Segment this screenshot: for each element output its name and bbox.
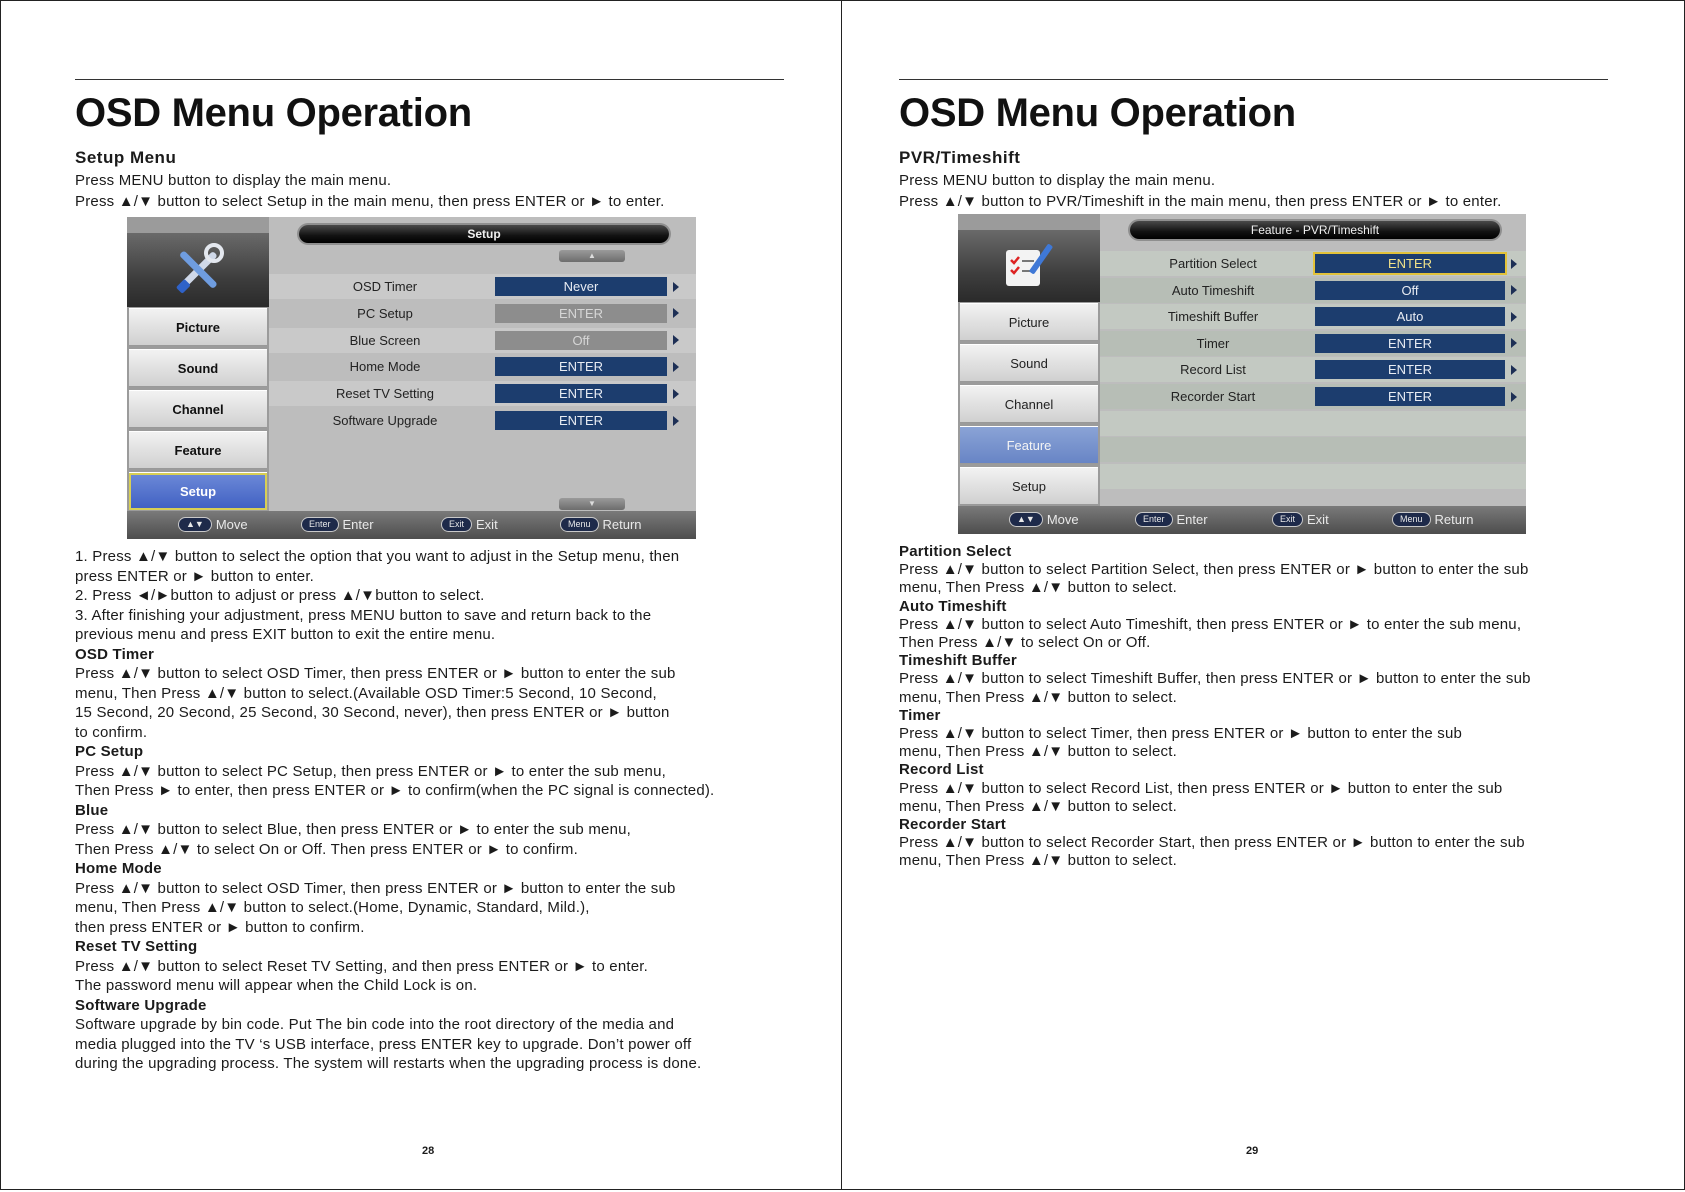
body-line: press ENTER or ► button to enter. [75, 567, 315, 585]
row-value[interactable]: Never [495, 277, 667, 296]
row-label: Timer [1196, 335, 1230, 351]
body-line: Press ▲/▼ button to select Auto Timeshift, then press ENTER or ► to enter the sub menu, [899, 615, 1522, 633]
row-label: Software Upgrade [332, 413, 438, 428]
menu-row-recorder-start[interactable] [1100, 384, 1526, 409]
footer-exit: Exit Exit [442, 517, 498, 532]
arrow-right-icon [1511, 285, 1517, 295]
osd-footer [127, 511, 696, 539]
body-text [75, 547, 795, 1074]
page-number: 29 [1246, 1145, 1259, 1157]
sidebar-item-sound[interactable]: Sound [129, 349, 267, 387]
arrow-right-icon [673, 335, 679, 345]
row-label: OSD Timer [352, 279, 418, 294]
footer-move: ▲▼ Move [179, 517, 248, 532]
row-value[interactable]: Off [1315, 281, 1505, 300]
body-line: Press ▲/▼ button to select OSD Timer, then press ENTER or ► button to enter the sub [75, 665, 676, 682]
row-label: Auto Timeshift [1171, 282, 1255, 298]
move-key-icon: ▲▼ [1010, 513, 1042, 526]
section-heading: Software Upgrade [75, 996, 207, 1014]
row-label: Reset TV Setting [335, 386, 435, 402]
arrow-right-icon [673, 362, 679, 372]
body-line: The password menu will appear when the Child Lock is on. [75, 977, 478, 994]
row-label: Blue Screen [349, 332, 421, 348]
section-heading: Home Mode [75, 860, 162, 877]
body-line: previous menu and press EXIT button to exit the entire menu. [75, 626, 496, 643]
body-line: Press ▲/▼ button to select Timeshift Buffer, then press ENTER or ► button to enter the sub [899, 670, 1531, 688]
footer-exit: Exit Exit [1273, 512, 1329, 527]
row-label: Recorder Start [1170, 389, 1256, 404]
body-line: menu, Then Press ▲/▼ button to select. [899, 797, 1177, 815]
sidebar-item-setup[interactable]: Setup [129, 472, 267, 510]
body-line: menu, Then Press ▲/▼ button to select. [899, 688, 1177, 706]
exit-key-icon: Exit [1273, 513, 1302, 526]
body-line: menu, Then Press ▲/▼ button to select. [899, 579, 1177, 597]
menu-row-home-mode[interactable] [269, 354, 696, 379]
body-line: menu, Then Press ▲/▼ button to select. [899, 852, 1177, 870]
arrow-right-icon [1511, 338, 1517, 348]
setup-osd-screen [127, 217, 696, 539]
menu-row-record-list[interactable] [1100, 357, 1526, 382]
intro-line-1: Press MENU button to display the main menu. [899, 172, 1216, 189]
section-heading: Timer [899, 706, 941, 724]
osd-main-panel [1100, 214, 1526, 506]
body-line: during the upgrading process. The system will restarts when the upgrading process is done. [75, 1055, 702, 1072]
scroll-up-button[interactable]: ▲ [559, 250, 625, 262]
menu-key-icon: Menu [1393, 513, 1430, 526]
body-text [899, 543, 1629, 871]
scroll-down-button[interactable]: ▼ [559, 498, 625, 510]
pvr-osd-screen [958, 214, 1526, 534]
body-line: media plugged into the TV ‘s USB interface, press ENTER key to upgrade. Don’t power off [75, 1035, 692, 1053]
section-heading: Reset TV Setting [75, 938, 198, 955]
body-line: Press ▲/▼ button to select Reset TV Setting, and then press ENTER or ► to enter. [75, 957, 649, 975]
sidebar-item-feature[interactable]: Feature [129, 431, 267, 469]
footer-return: Menu Return [561, 517, 642, 532]
row-value[interactable]: ENTER [495, 304, 667, 323]
row-value[interactable]: ENTER [1315, 334, 1505, 353]
sidebar-item-feature[interactable]: Feature [960, 426, 1098, 464]
arrow-right-icon [1511, 259, 1517, 269]
menu-row-software-upgrade[interactable] [269, 408, 696, 433]
osd-header: Setup [299, 225, 669, 243]
intro-line-2: Press ▲/▼ button to select Setup in the main menu, then press ENTER or ► to enter. [75, 193, 665, 210]
arrow-right-icon [1511, 392, 1517, 402]
exit-key-icon: Exit [442, 518, 471, 531]
page-title: OSD Menu Operation [75, 91, 472, 135]
sidebar-item-setup[interactable]: Setup [960, 467, 1098, 505]
body-line: Press ▲/▼ button to select Blue, then press ENTER or ► to enter the sub menu, [75, 821, 632, 838]
body-line: Then Press ▲/▼ to select On or Off. [899, 634, 1151, 652]
tools-icon [127, 233, 269, 307]
row-value[interactable]: Off [495, 331, 667, 350]
osd-sidebar [958, 214, 1100, 506]
arrow-right-icon [1511, 312, 1517, 322]
body-line: menu, Then Press ▲/▼ button to select.(Available OSD Timer:5 Second, 10 Second, [75, 684, 657, 702]
checklist-icon [958, 230, 1100, 302]
body-line: Press ▲/▼ button to select Record List, then press ENTER or ► button to enter the sub [899, 779, 1503, 797]
footer-move: ▲▼ Move [1010, 512, 1079, 527]
menu-key-icon: Menu [561, 518, 598, 531]
section-title: Setup Menu [75, 148, 177, 167]
section-heading: Recorder Start [899, 816, 1007, 834]
body-line: then press ENTER or ► button to confirm. [75, 918, 365, 936]
row-value[interactable]: Auto [1315, 307, 1505, 326]
body-line: Press ▲/▼ button to select OSD Timer, then press ENTER or ► button to enter the sub [75, 879, 676, 897]
body-line: menu, Then Press ▲/▼ button to select. [899, 743, 1177, 761]
intro-line-2: Press ▲/▼ button to PVR/Timeshift in the main menu, then press ENTER or ► to enter. [899, 193, 1502, 210]
body-line: Press ▲/▼ button to select Timer, then press ENTER or ► button to enter the sub [899, 725, 1463, 743]
row-value[interactable]: ENTER [495, 357, 667, 376]
osd-sidebar [127, 217, 269, 511]
empty-row [1100, 437, 1526, 462]
footer-enter: Enter Enter [1136, 512, 1208, 527]
page-right [842, 0, 1685, 1190]
row-label: Home Mode [349, 359, 421, 375]
arrow-right-icon [673, 389, 679, 399]
body-line: 3. After finishing your adjustment, press MENU button to save and return back to the [75, 606, 652, 624]
menu-row-partition-select[interactable] [1100, 251, 1526, 276]
row-label: PC Setup [357, 305, 413, 321]
footer-enter: Enter Enter [302, 517, 374, 532]
page-title: OSD Menu Operation [899, 91, 1296, 135]
body-line: Press ▲/▼ button to select PC Setup, then press ENTER or ► to enter the sub menu, [75, 762, 667, 780]
menu-row-timeshift-buffer[interactable] [1100, 304, 1526, 329]
arrow-right-icon [673, 282, 679, 292]
row-label: Timeshift Buffer [1167, 309, 1259, 325]
body-line: Then Press ▲/▼ to select On or Off. Then press ENTER or ► to confirm. [75, 840, 578, 858]
body-line: Then Press ► to enter, then press ENTER or ► to confirm(when the PC signal is connected). [75, 782, 715, 799]
sidebar-item-picture[interactable]: Picture [960, 303, 1098, 341]
sidebar-item-sound[interactable]: Sound [960, 344, 1098, 382]
enter-key-icon: Enter [302, 518, 338, 531]
body-line: menu, Then Press ▲/▼ button to select.(Home, Dynamic, Standard, Mild.), [75, 899, 590, 916]
section-heading: Record List [899, 761, 984, 779]
row-value[interactable]: ENTER [495, 411, 667, 430]
section-title: PVR/Timeshift [899, 148, 1021, 167]
section-heading: Auto Timeshift [899, 597, 1007, 615]
arrow-right-icon [673, 416, 679, 426]
row-value[interactable]: ENTER [1315, 254, 1505, 273]
menu-row-timer[interactable] [1100, 331, 1526, 356]
section-heading: PC Setup [75, 743, 144, 760]
arrow-right-icon [673, 308, 679, 318]
body-line: 2. Press ◄/►button to adjust or press ▲/▼button to select. [75, 587, 485, 604]
osd-header: Feature - PVR/Timeshift [1130, 221, 1500, 239]
header-rule [899, 79, 1608, 80]
move-key-icon: ▲▼ [179, 518, 211, 531]
empty-row [1100, 464, 1526, 489]
menu-row-auto-timeshift[interactable] [1100, 278, 1526, 303]
empty-row [1100, 411, 1526, 436]
section-heading: Timeshift Buffer [899, 652, 1017, 670]
body-line: Software upgrade by bin code. Put The bin code into the root directory of the media and [75, 1016, 675, 1033]
enter-key-icon: Enter [1136, 513, 1172, 526]
row-value[interactable]: ENTER [1315, 387, 1505, 406]
header-rule [75, 79, 784, 80]
body-line: Press ▲/▼ button to select Recorder Start, then press ENTER or ► button to enter the sub [899, 834, 1525, 852]
menu-row-osd-timer[interactable] [269, 274, 696, 299]
body-line: 15 Second, 20 Second, 25 Second, 30 Second, never), then press ENTER or ► button [75, 704, 670, 721]
footer-return: Menu Return [1393, 512, 1474, 527]
body-line: to confirm. [75, 723, 148, 741]
menu-row-pc-setup[interactable] [269, 301, 696, 326]
sidebar-item-channel[interactable]: Channel [129, 390, 267, 428]
row-label: Record List [1180, 362, 1246, 378]
section-heading: OSD Timer [75, 645, 155, 663]
osd-footer [958, 506, 1526, 534]
page-left [0, 0, 842, 1190]
menu-row-reset-tv-setting[interactable] [269, 381, 696, 406]
arrow-right-icon [1511, 365, 1517, 375]
row-label: Partition Select [1169, 256, 1257, 271]
menu-row-blue-screen[interactable] [269, 328, 696, 353]
osd-main-panel [269, 217, 696, 511]
page-number: 28 [422, 1145, 435, 1157]
row-value[interactable]: ENTER [495, 384, 667, 403]
body-line: Press ▲/▼ button to select Partition Select, then press ENTER or ► button to enter the sub [899, 561, 1529, 579]
body-line: 1. Press ▲/▼ button to select the option that you want to adjust in the Setup menu, then [75, 548, 680, 565]
row-value[interactable]: ENTER [1315, 360, 1505, 379]
sidebar-item-channel[interactable]: Channel [960, 385, 1098, 423]
sidebar-item-picture[interactable]: Picture [129, 308, 267, 346]
section-heading: Blue [75, 801, 109, 819]
intro-line-1: Press MENU button to display the main menu. [75, 172, 392, 189]
section-heading: Partition Select [899, 543, 1012, 560]
